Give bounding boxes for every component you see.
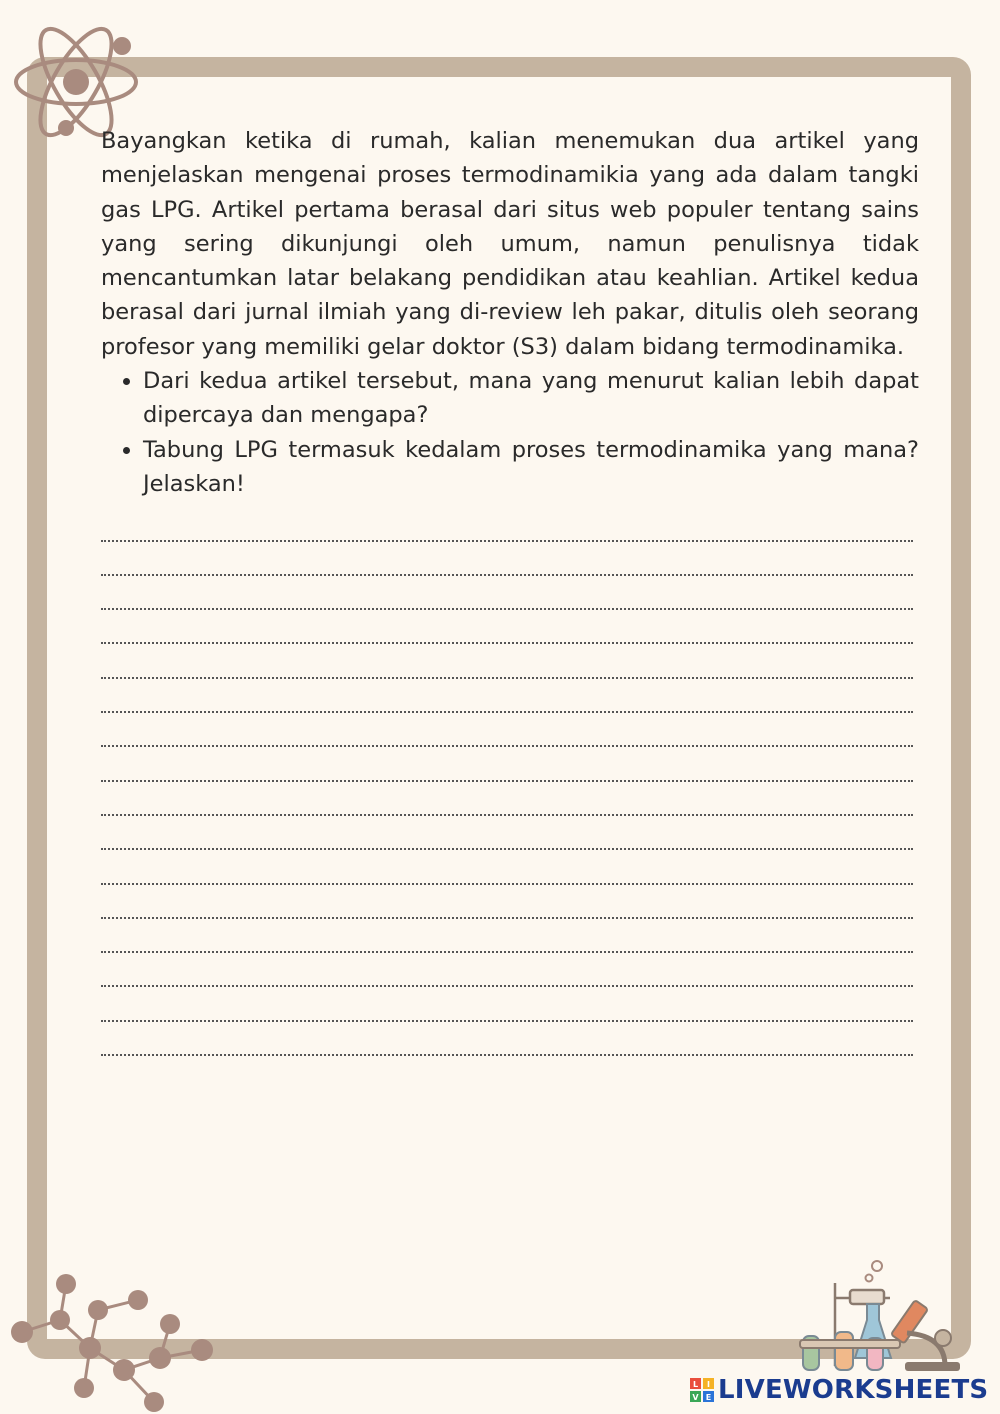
answer-line[interactable] [101,953,913,987]
molecule-icon [0,1262,230,1414]
answer-line[interactable] [101,816,913,850]
answer-line[interactable] [101,850,913,884]
answer-line[interactable] [101,644,913,678]
answer-line[interactable] [101,747,913,781]
liveworksheets-brand[interactable] [690,1370,988,1410]
logo-letter: I [707,1380,710,1389]
answer-line[interactable] [101,782,913,816]
scenario-paragraph: Bayangkan ketika di rumah, kalian menemukan dua artikel yang menjelaskan mengenai proses termodinamikia yang ada dalam tangki gas LPG. Artikel pertama berasal dari situs web populer tentang sains yang sering dikunjungi oleh umum, namun penulisnya tidak mencantumkan latar belakang pendidikan atau keahlian. Artikel kedua berasal dari jurnal ilmiah yang di-review leh pakar, ditulis oleh seorang profesor yang memiliki gelar doktor (S3) dalam bidang termodinamika. [101,128,919,360]
answer-line[interactable] [101,919,913,953]
logo-letter: V [692,1393,699,1402]
answer-line[interactable] [101,576,913,610]
logo-letter: L [692,1380,699,1389]
answer-line[interactable] [101,987,913,1021]
question-item: • Dari kedua artikel tersebut, mana yang menurut kalian lebih dapat dipercaya dan mengapa? [143,364,919,433]
logo-letter: E [705,1393,712,1402]
answer-line[interactable] [101,542,913,576]
answer-line[interactable] [101,1022,913,1056]
answer-line[interactable] [101,610,913,644]
answer-area[interactable] [101,507,919,1056]
lab-equipment-icon [795,1258,965,1373]
answer-line[interactable] [101,679,913,713]
answer-line[interactable] [101,507,913,541]
answer-line[interactable] [101,885,913,919]
question-list [101,364,919,501]
question-item: • Tabung LPG termasuk kedalam proses termodinamika yang mana? Jelaskan! [143,433,919,502]
answer-line[interactable] [101,713,913,747]
brand-name: LIVEWORKSHEETS [718,1375,989,1405]
worksheet-content [101,124,919,1056]
liveworksheets-logo-icon [690,1378,714,1402]
